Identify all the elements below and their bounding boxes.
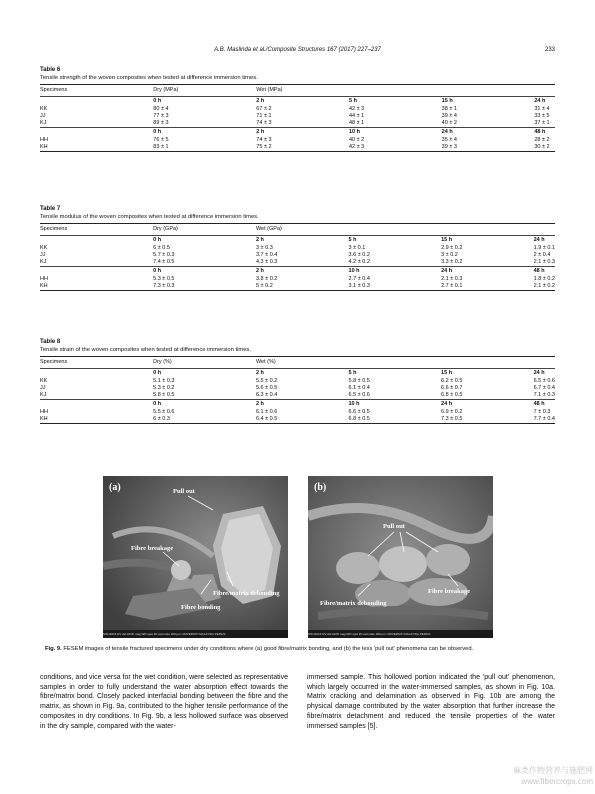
table-row <box>40 120 555 128</box>
time-header: 15 h <box>441 236 534 246</box>
table-cell: 5.5 ± 0.2 <box>255 378 278 384</box>
table-cell: KJ <box>40 120 47 126</box>
data-table <box>40 356 555 424</box>
time-header-row <box>40 128 555 138</box>
table-cell: 7 ± 0.3 <box>533 409 551 415</box>
table-cell: 74 ± 3 <box>256 120 272 126</box>
time-header-row <box>40 97 555 107</box>
table-cell: 5.5 ± 0.6 <box>153 409 175 415</box>
table-cell: JJ <box>40 385 46 391</box>
time-header: 10 h <box>349 128 442 138</box>
time-header: 24 h <box>534 97 555 107</box>
page-number: 233 <box>544 47 555 53</box>
table-cell: 3.3 ± 0.2 <box>441 259 463 265</box>
table-cell: 89 ± 3 <box>153 120 169 126</box>
time-header-row <box>40 236 555 246</box>
table-6 <box>40 66 555 152</box>
annotation-pull-out: Pull out <box>173 488 195 495</box>
table-cell: 6.4 ± 0.5 <box>256 416 349 424</box>
time-header: 0 h <box>153 267 256 277</box>
data-table <box>40 223 555 291</box>
fesem-image-b <box>308 476 493 638</box>
table-cell: 2.7 ± 0.4 <box>348 276 370 282</box>
table-cell: KH <box>40 144 153 152</box>
panel-b-label: (b) <box>314 482 327 493</box>
table-row <box>40 385 555 392</box>
annotation-fibre-breakage: Fibre breakage <box>428 588 471 595</box>
body-text-left: conditions, and vice versa for the wet condition, were selected as representative samples in order to fully understand the water absorption effect towards the fibre/matrix bond. Closely packed interfacial bonding between the fibre and the matrix, as shown in Fig. 9a, contributed to the higher tensile performance of the composites in dry conditions. In Fig. 9b, a less hollowed surface was observed in the dry sample, compared with the water- <box>40 674 288 730</box>
table-cell: KJ <box>40 259 47 265</box>
column-header-specimens: Specimens <box>40 85 153 97</box>
table-cell: 40 ± 2 <box>348 137 365 143</box>
time-header: 24 h <box>442 128 535 138</box>
time-header: 15 h <box>442 97 535 107</box>
table-cell: 7.3 ± 0.5 <box>441 416 534 424</box>
table-row <box>40 416 555 424</box>
fesem-panel-a <box>103 476 288 638</box>
time-header: 48 h <box>534 267 555 277</box>
table-cell: 7.3 ± 0.3 <box>153 283 256 291</box>
body-text-right: immersed sample. This hollowed portion indicated the 'pull out' phenomenon, which largely occurred in the water-immersed samples, as shown in Fig. 10a. Matrix cracking and delamination as observed in Fig. 10b are among the physical damage contributed by the water absorption that further increase the fibre/matrix detachment and reduced the tensile properties of the water immersed samples [5]. <box>307 674 555 730</box>
watermark <box>463 765 593 787</box>
table-cell: 76 ± 5 <box>153 137 169 143</box>
table-caption: Tensile strain of the woven composites when tested at difference immersion times. <box>40 347 251 353</box>
table-cell: 7.7 ± 0.4 <box>533 416 555 422</box>
table-cell: 83 ± 1 <box>153 144 256 152</box>
table-cell: KK <box>40 245 48 251</box>
time-header: 2 h <box>256 267 349 277</box>
table-cell: KH <box>40 416 153 424</box>
table-row <box>40 252 555 259</box>
panel-a-label: (a) <box>109 482 121 493</box>
table-row <box>40 113 555 120</box>
time-header: 24 h <box>441 267 534 277</box>
table-cell: 31 ± 4 <box>534 106 550 112</box>
annotation-pull-out: Pull out <box>383 523 405 530</box>
table-cell: 42 ± 3 <box>349 144 442 152</box>
time-header: 0 h <box>153 128 256 138</box>
watermark-line-2: www.fibercrops.com <box>521 777 593 786</box>
table-cell: 28 ± 2 <box>534 137 550 143</box>
table-row <box>40 378 555 385</box>
table-cell: 33 ± 5 <box>534 113 550 119</box>
figure-caption-label: Fig. 9. <box>45 646 62 652</box>
table-cell: 75 ± 2 <box>256 144 349 152</box>
fesem-panel-b <box>308 476 493 638</box>
table-cell: 6.5 ± 0.6 <box>533 378 555 384</box>
time-header: 48 h <box>534 128 555 138</box>
table-cell: 80 ± 4 <box>153 106 169 112</box>
table-cell: KK <box>40 378 48 384</box>
table-cell: 6.8 ± 0.5 <box>441 392 463 398</box>
table-cell: KH <box>40 283 153 291</box>
time-header: 0 h <box>153 236 256 246</box>
annotation-fibre-matrix-debonding: Fibre/matrix debonding <box>213 590 280 597</box>
table-cell: 5.8 ± 0.5 <box>153 392 175 398</box>
table-cell: 71 ± 1 <box>256 113 272 119</box>
table-number: Table 6 <box>40 67 61 73</box>
table-cell: 6 ± 0.5 <box>153 245 170 251</box>
table-cell: 5.1 ± 0.3 <box>153 378 175 384</box>
table-cell: 3.6 ± 0.2 <box>348 252 370 258</box>
time-header: 2 h <box>256 236 349 246</box>
time-header: 24 h <box>534 369 555 379</box>
table-row <box>40 259 555 267</box>
table-row <box>40 283 555 291</box>
time-header-row <box>40 267 555 277</box>
table-cell: 3.1 ± 0.3 <box>349 283 442 291</box>
column-header-wet: Wet (GPa) <box>256 224 555 236</box>
table-header-row <box>40 85 555 97</box>
table-cell: 6.1 ± 0.6 <box>255 409 278 415</box>
time-header: 2 h <box>256 369 349 379</box>
table-cell: 3.7 ± 0.4 <box>255 252 278 258</box>
table-header-row <box>40 224 555 236</box>
table-cell: 40 ± 2 <box>441 120 457 126</box>
table-row <box>40 144 555 152</box>
table-cell: 1.8 ± 0.2 <box>533 276 555 282</box>
table-cell: 6.7 ± 0.4 <box>533 385 555 391</box>
table-cell: 74 ± 3 <box>256 137 272 143</box>
table-cell: 67 ± 2 <box>256 106 272 112</box>
table-number: Table 7 <box>40 206 61 212</box>
table-cell: 39 ± 4 <box>441 113 457 119</box>
table-number: Table 8 <box>40 339 61 345</box>
table-cell: 2.1 ± 0.3 <box>441 276 463 282</box>
table-cell: 77 ± 3 <box>153 113 169 119</box>
running-title: A.B. Maslinda et al./Composite Structures 167 (2017) 227–237 <box>214 47 381 53</box>
annotation-fibre-bonding: Fibre bonding <box>181 604 221 611</box>
running-head <box>40 47 555 57</box>
table-cell: KJ <box>40 392 47 398</box>
table-cell: 5.7 ± 0.3 <box>153 252 175 258</box>
sem-info-bar-a: 5/21/2016 HV det HFW mag WD spot tilt vacmode 100 µm UNIVERSITI MALAYSIA PERLIS <box>103 630 288 638</box>
time-header: 24 h <box>534 236 555 246</box>
table-cell: 3 ± 0.2 <box>441 252 458 258</box>
figure-caption-text: FESEM images of tensile fractured specimens under dry conditions where (a) good fibre/matrix bonding, and (b) the less 'pull out' phenomena can be observed. <box>61 646 474 652</box>
time-header: 15 h <box>441 369 534 379</box>
table-caption: Tensile strength of the woven composites when tested at difference immersion times. <box>40 75 258 81</box>
time-header: 0 h <box>153 97 256 107</box>
time-header: 10 h <box>349 400 442 410</box>
column-header-wet: Wet (MPa) <box>256 85 555 97</box>
table-cell: 2 ± 0.4 <box>533 252 551 258</box>
table-cell: 5.8 ± 0.5 <box>348 378 370 384</box>
fesem-image-a <box>103 476 288 638</box>
table-cell: 35 ± 4 <box>441 137 457 143</box>
table-cell: 5.3 ± 0.2 <box>153 385 175 391</box>
table-cell: 7.1 ± 0.3 <box>533 392 555 398</box>
table-cell: 4.2 ± 0.2 <box>348 259 370 265</box>
table-row <box>40 245 555 252</box>
time-header: 24 h <box>441 400 534 410</box>
table-8 <box>40 338 555 424</box>
sem-info-bar-b: 5/21/2016 HV det HFW mag WD spot tilt vacmode 300 µm UNIVERSITI MALAYSIA PERLIS <box>308 630 493 638</box>
table-cell: HH <box>40 409 48 415</box>
table-cell: 5.6 ± 0.5 <box>255 385 278 391</box>
time-header: 5 h <box>349 236 442 246</box>
table-cell: 6.2 ± 0.5 <box>441 378 463 384</box>
time-header: 2 h <box>256 97 349 107</box>
table-cell: 2.1 ± 0.2 <box>533 283 555 289</box>
table-row <box>40 392 555 400</box>
table-cell: 5 ± 0.2 <box>256 283 349 291</box>
figure-9 <box>103 476 493 638</box>
table-7 <box>40 205 555 291</box>
annotation-fibre-matrix-debonding: Fibre/matrix debonding <box>320 600 387 607</box>
column-header-dry: Dry (MPa) <box>153 85 256 97</box>
table-cell: 6.3 ± 0.4 <box>255 392 278 398</box>
table-cell: 5.3 ± 0.5 <box>153 276 175 282</box>
figure-caption <box>45 645 555 653</box>
table-cell: 2.1 ± 0.3 <box>533 259 555 265</box>
column-header-dry: Dry (%) <box>153 357 256 369</box>
table-cell: 6.6 ± 0.7 <box>441 385 463 391</box>
time-header: 10 h <box>349 267 442 277</box>
time-header: 48 h <box>534 400 555 410</box>
table-row <box>40 137 555 144</box>
annotation-fibre-breakage: Fibre breakage <box>131 545 174 552</box>
table-cell: KK <box>40 106 48 112</box>
time-header: 5 h <box>349 97 442 107</box>
table-caption: Tensile modulus of the woven composites when tested at difference immersion times. <box>40 214 259 220</box>
table-cell: 1.9 ± 0.1 <box>533 245 555 251</box>
table-row <box>40 276 555 283</box>
table-header-row <box>40 357 555 369</box>
table-row <box>40 106 555 113</box>
table-cell: 44 ± 1 <box>348 113 365 119</box>
time-header: 2 h <box>256 128 349 138</box>
time-header-row <box>40 400 555 410</box>
table-cell: 6.9 ± 0.2 <box>441 409 463 415</box>
table-cell: JJ <box>40 113 46 119</box>
table-cell: 42 ± 3 <box>348 106 365 112</box>
table-cell: 37 ± 1 <box>534 120 550 126</box>
table-cell: 6 ± 0.3 <box>153 416 256 424</box>
time-header: 0 h <box>153 369 256 379</box>
table-cell: 7.4 ± 0.5 <box>153 259 175 265</box>
table-cell: 6.8 ± 0.5 <box>349 416 442 424</box>
table-cell: 2.7 ± 0.1 <box>441 283 534 291</box>
column-header-dry: Dry (GPa) <box>153 224 256 236</box>
table-cell: 3.8 ± 0.2 <box>255 276 278 282</box>
time-header: 2 h <box>256 400 349 410</box>
table-cell: 30 ± 2 <box>534 144 555 152</box>
column-header-specimens: Specimens <box>40 224 153 236</box>
column-header-wet: Wet (%) <box>256 357 555 369</box>
table-cell: 48 ± 1 <box>348 120 365 126</box>
time-header: 5 h <box>349 369 442 379</box>
data-table <box>40 84 555 152</box>
table-cell: 4.3 ± 0.3 <box>255 259 278 265</box>
table-cell: 6.1 ± 0.4 <box>348 385 370 391</box>
table-cell: HH <box>40 276 48 282</box>
time-header: 0 h <box>153 400 256 410</box>
watermark-line-1: 麻类作物营养与施肥网 <box>513 766 593 775</box>
column-header-specimens: Specimens <box>40 357 153 369</box>
table-cell: 6.5 ± 0.6 <box>348 392 370 398</box>
table-cell: 3 ± 0.3 <box>255 245 273 251</box>
table-row <box>40 409 555 416</box>
table-cell: 38 ± 1 <box>441 106 457 112</box>
table-cell: 39 ± 3 <box>442 144 535 152</box>
table-cell: 6.6 ± 0.5 <box>348 409 370 415</box>
table-cell: HH <box>40 137 48 143</box>
time-header-row <box>40 369 555 379</box>
table-cell: JJ <box>40 252 46 258</box>
table-cell: 3 ± 0.1 <box>348 245 366 251</box>
table-cell: 2.9 ± 0.2 <box>441 245 463 251</box>
